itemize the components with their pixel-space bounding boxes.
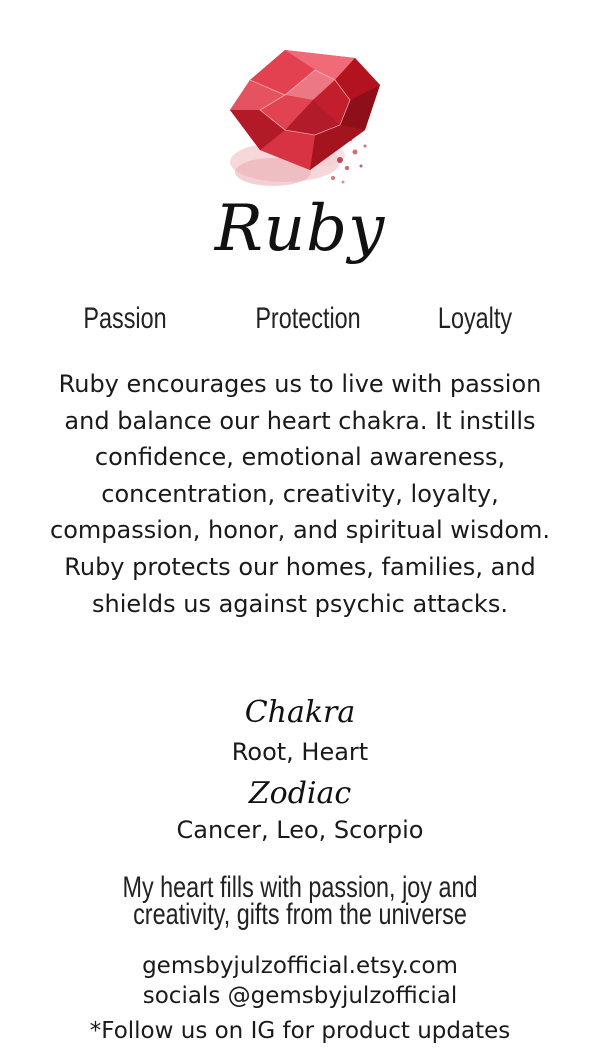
shop-url: gemsbyjulzofficial.etsy.com — [142, 953, 458, 979]
trait-protection: Protection — [255, 302, 361, 335]
trait-loyalty: Loyalty — [437, 302, 513, 335]
chakra-value: Root, Heart — [231, 738, 369, 766]
gem-description: Ruby encourages us to live with passion and balance our heart chakra. It instills confidence, emotional awareness, concentration, creativity, loyalty, compassion, honor, and spiritual wisdom. Ruby protects our homes, families, and shields us against psychic attacks. — [50, 370, 551, 618]
zodiac-label: Zodiac — [248, 776, 352, 811]
zodiac-value: Cancer, Leo, Scorpio — [176, 816, 424, 844]
follow-note: *Follow us on IG for product updates — [89, 1018, 511, 1044]
gem-title: Ruby — [214, 192, 386, 266]
chakra-label: Chakra — [244, 695, 356, 730]
affirmation: My heart fills with passion, joy and creativity, gifts from the universe — [122, 871, 478, 931]
trait-passion: Passion — [83, 302, 167, 335]
socials-handle: socials @gemsbyjulzofficial — [142, 983, 458, 1009]
ruby-gem-watercolor-icon — [215, 40, 390, 200]
traits-row — [0, 302, 600, 346]
